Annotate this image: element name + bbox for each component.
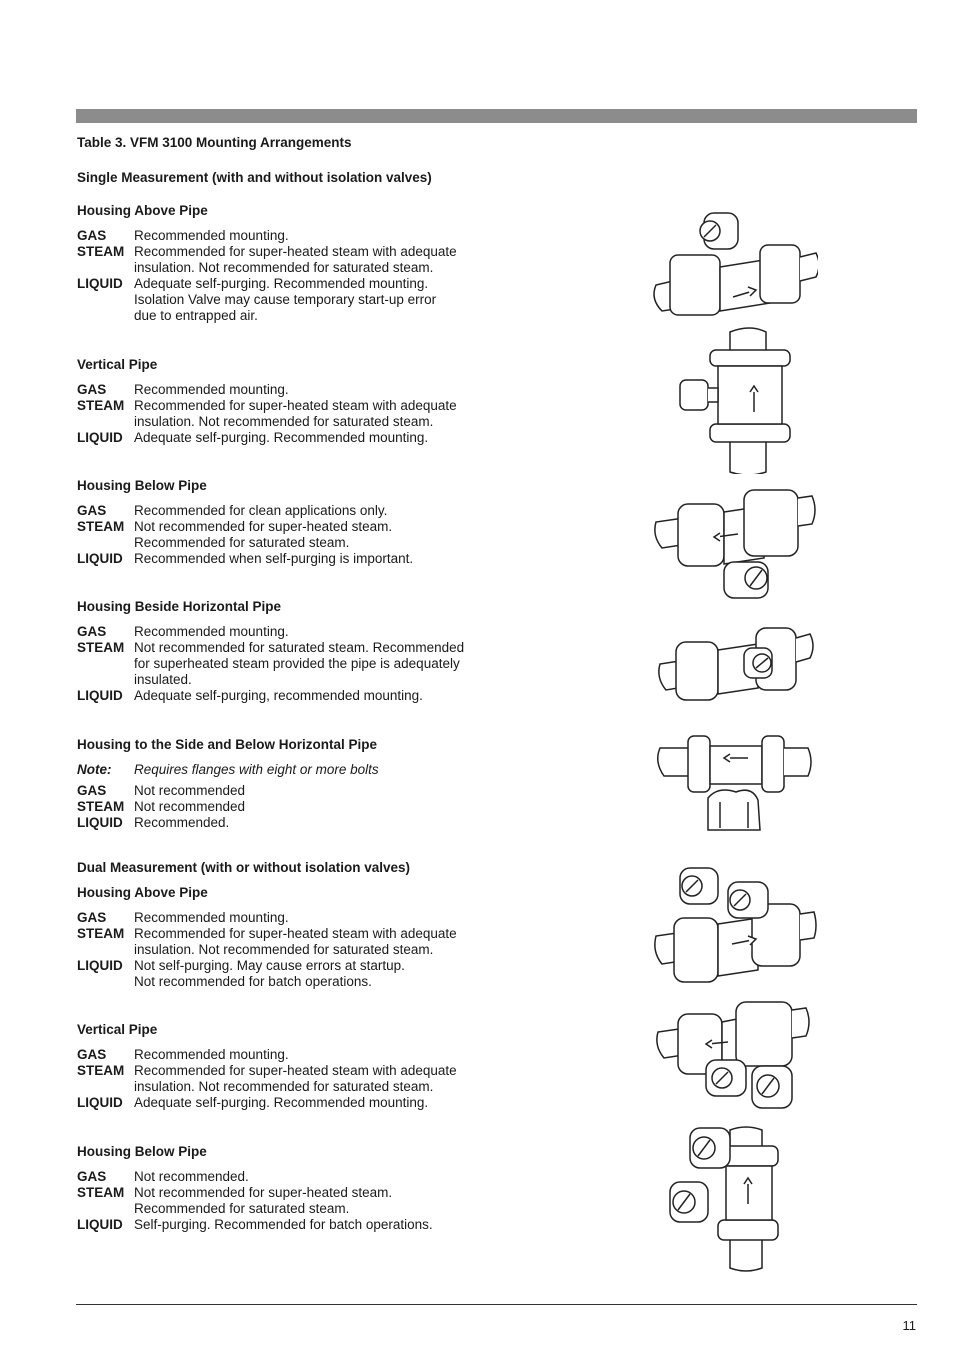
row-text: Not recommended for super-heated steam. Recommended for saturated steam.: [134, 1185, 393, 1216]
row-text: Not self-purging. May cause errors at startup. Not recommended for batch operations.: [134, 958, 405, 989]
section-title: Housing Below Pipe: [77, 478, 207, 493]
steam-row: [77, 519, 547, 551]
steam-row: [77, 926, 547, 958]
section-vertical-pipe: [77, 357, 547, 446]
row-label: GAS: [77, 1169, 107, 1184]
liquid-row: [77, 688, 547, 704]
gas-row: [77, 382, 547, 398]
row-label: GAS: [77, 624, 107, 639]
gas-row: [77, 503, 547, 519]
steam-row: [77, 799, 547, 815]
liquid-row: [77, 1095, 547, 1111]
row-text: Recommended for super-heated steam with adequate insulation. Not recommended for saturated steam.: [134, 1063, 457, 1094]
row-label: STEAM: [77, 398, 125, 413]
illustration-single-vertical-pipe: [648, 322, 818, 474]
liquid-row: [77, 958, 547, 990]
footer-rule: [76, 1304, 917, 1305]
row-text: Not recommended for saturated steam. Recommended for superheated steam provided the pipe is adequately insulated.: [134, 640, 465, 687]
row-text: Recommended mounting.: [134, 910, 289, 925]
row-text: Adequate self-purging, recommended mounting.: [134, 688, 423, 703]
row-label: STEAM: [77, 799, 125, 814]
row-text: Adequate self-purging. Recommended mounting.: [134, 430, 429, 445]
row-text: Recommended mounting.: [134, 1047, 289, 1062]
gas-row: [77, 624, 547, 640]
row-label: GAS: [77, 1047, 107, 1062]
header-rule: [76, 109, 917, 123]
row-label: GAS: [77, 503, 107, 518]
liquid-row: [77, 1217, 547, 1233]
liquid-row: [77, 276, 547, 324]
illustration-single-housing-beside-pipe: [648, 618, 818, 710]
section-housing-above-pipe: [77, 203, 547, 324]
row-label: LIQUID: [77, 276, 123, 291]
section-housing-side-below-horizontal-pipe: [77, 737, 547, 831]
table-title: Table 3. VFM 3100 Mounting Arrangements: [77, 135, 352, 150]
section-title: Vertical Pipe: [77, 1022, 158, 1037]
section-title: Housing to the Side and Below Horizontal Pipe: [77, 737, 378, 752]
single-measurement-heading: Single Measurement (with and without isolation valves): [77, 170, 432, 185]
row-text: Recommended for clean applications only.: [134, 503, 388, 518]
steam-row: [77, 244, 547, 276]
section-dual-housing-below-pipe: [77, 1144, 547, 1233]
illustration-dual-housing-above-pipe: [648, 858, 818, 990]
row-label: LIQUID: [77, 551, 123, 566]
gas-row: [77, 1047, 547, 1063]
steam-row: [77, 1185, 547, 1217]
section-dual-housing-above-pipe: [77, 885, 547, 990]
row-text: Recommended for super-heated steam with adequate insulation. Not recommended for saturated steam.: [134, 398, 457, 429]
row-text: Recommended for super-heated steam with adequate insulation. Not recommended for saturated steam.: [134, 926, 457, 957]
section-dual-vertical-pipe: [77, 1022, 547, 1111]
row-text: Not recommended.: [134, 1169, 249, 1184]
illustration-single-housing-below-pipe: [648, 482, 818, 604]
steam-row: [77, 398, 547, 430]
illustration-single-housing-above-pipe: [648, 205, 818, 323]
liquid-row: [77, 815, 547, 831]
row-label: STEAM: [77, 640, 125, 655]
steam-row: [77, 1063, 547, 1095]
row-label: LIQUID: [77, 688, 123, 703]
illustration-dual-vertical-pipe: [648, 996, 818, 1118]
liquid-row: [77, 430, 547, 446]
row-label: LIQUID: [77, 1095, 123, 1110]
row-text: Not recommended: [134, 799, 246, 814]
row-text: Recommended mounting.: [134, 382, 289, 397]
steam-row: [77, 640, 547, 688]
row-label: STEAM: [77, 1185, 125, 1200]
row-text: Adequate self-purging. Recommended mounting. Isolation Valve may cause temporary start-up error due to entrapped air.: [134, 276, 437, 323]
row-label: GAS: [77, 910, 107, 925]
illustration-dual-housing-below-pipe: [648, 1124, 818, 1272]
row-text: Recommended when self-purging is important.: [134, 551, 414, 566]
row-label: STEAM: [77, 244, 125, 259]
row-label: STEAM: [77, 519, 125, 534]
dual-measurement-heading: Dual Measurement (with or without isolation valves): [77, 860, 411, 875]
note-label: Note:: [77, 762, 112, 777]
liquid-row: [77, 551, 547, 567]
illustration-single-housing-side-below: [648, 728, 818, 838]
gas-row: [77, 228, 547, 244]
note-text: Requires flanges with eight or more bolts: [134, 762, 379, 777]
row-text: Recommended for super-heated steam with adequate insulation. Not recommended for saturated steam.: [134, 244, 457, 275]
row-text: Adequate self-purging. Recommended mounting.: [134, 1095, 429, 1110]
section-title: Housing Beside Horizontal Pipe: [77, 599, 282, 614]
section-title: Housing Below Pipe: [77, 1144, 207, 1159]
section-housing-beside-horizontal-pipe: [77, 599, 547, 704]
section-housing-below-pipe: [77, 478, 547, 567]
row-text: Not recommended: [134, 783, 246, 798]
row-label: GAS: [77, 783, 107, 798]
row-text: Recommended mounting.: [134, 624, 289, 639]
row-label: LIQUID: [77, 958, 123, 973]
gas-row: [77, 910, 547, 926]
section-title: Housing Above Pipe: [77, 203, 208, 218]
row-label: LIQUID: [77, 1217, 123, 1232]
section-title: Vertical Pipe: [77, 357, 158, 372]
row-label: GAS: [77, 228, 107, 243]
row-label: LIQUID: [77, 815, 123, 830]
row-label: STEAM: [77, 1063, 125, 1078]
row-text: Recommended.: [134, 815, 230, 830]
row-label: LIQUID: [77, 430, 123, 445]
section-title: Housing Above Pipe: [77, 885, 208, 900]
row-text: Recommended mounting.: [134, 228, 289, 243]
gas-row: [77, 783, 547, 799]
page-number: 11: [902, 1318, 916, 1333]
note-row: [77, 762, 547, 778]
gas-row: [77, 1169, 547, 1185]
row-text: Not recommended for super-heated steam. Recommended for saturated steam.: [134, 519, 393, 550]
row-text: Self-purging. Recommended for batch operations.: [134, 1217, 433, 1232]
row-label: STEAM: [77, 926, 125, 941]
row-label: GAS: [77, 382, 107, 397]
